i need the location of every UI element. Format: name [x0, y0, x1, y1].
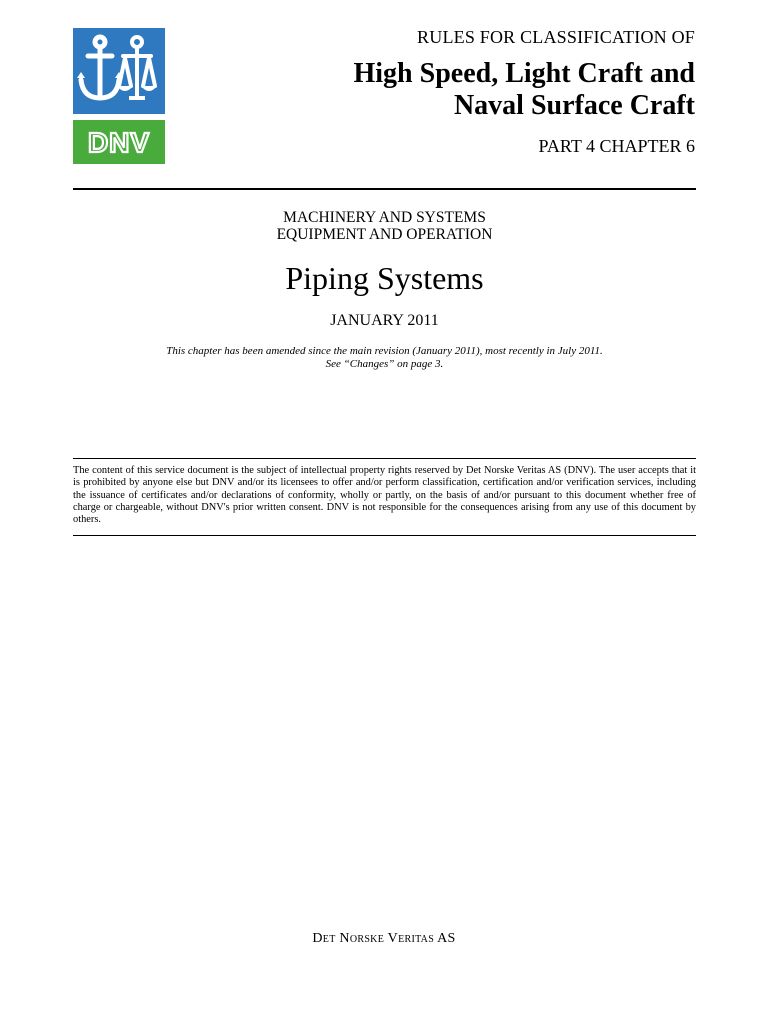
- amendment-line-2: See “Changes” on page 3.: [325, 358, 444, 370]
- section-heading: [73, 209, 696, 243]
- part-chapter: PART 4 CHAPTER 6: [538, 136, 695, 156]
- logo-text: DNV: [87, 127, 151, 158]
- logo-wordmark: [73, 120, 165, 164]
- title-line-1: High Speed, Light Craft and: [353, 58, 695, 89]
- amendment-line-1: This chapter has been amended since the main revision (January 2011), most recently in July 2011.: [166, 345, 603, 357]
- chapter-title: Piping Systems: [285, 260, 484, 296]
- document-header: [235, 26, 695, 157]
- logo-emblem: [73, 28, 165, 114]
- amendment-note: [73, 345, 696, 371]
- header-divider: [73, 188, 696, 190]
- publisher-footer: Det Norske Veritas AS: [312, 931, 456, 946]
- title-line-2: Naval Surface Craft: [453, 90, 695, 121]
- legal-notice: The content of this service document is the subject of intellectual property rights reserved by Det Norske Veritas AS (DNV). The user accepts that it is prohibited by anyone else but DNV and/or its licensees to offer and/or perform classification, certification and/or verification services, including the issuance of certificates and/or declarations of conformity, wholly or partly, on the basis of and/or pursuant to this document whether free of charge or chargeable, without DNV's prior written consent. DNV is not responsible for the consequences arising from any use of this document by others.: [73, 465, 696, 526]
- legal-divider-bottom: [73, 535, 696, 536]
- rules-series: RULES FOR CLASSIFICATION OF: [417, 27, 695, 47]
- dnv-logo: [73, 28, 165, 164]
- anchor-and-scales-icon: [73, 28, 165, 114]
- document-title: [235, 58, 695, 122]
- section-line-1: MACHINERY AND SYSTEMS: [283, 209, 486, 226]
- legal-divider-top: [73, 458, 696, 459]
- edition-date: JANUARY 2011: [330, 312, 439, 329]
- section-line-2: EQUIPMENT AND OPERATION: [276, 226, 493, 243]
